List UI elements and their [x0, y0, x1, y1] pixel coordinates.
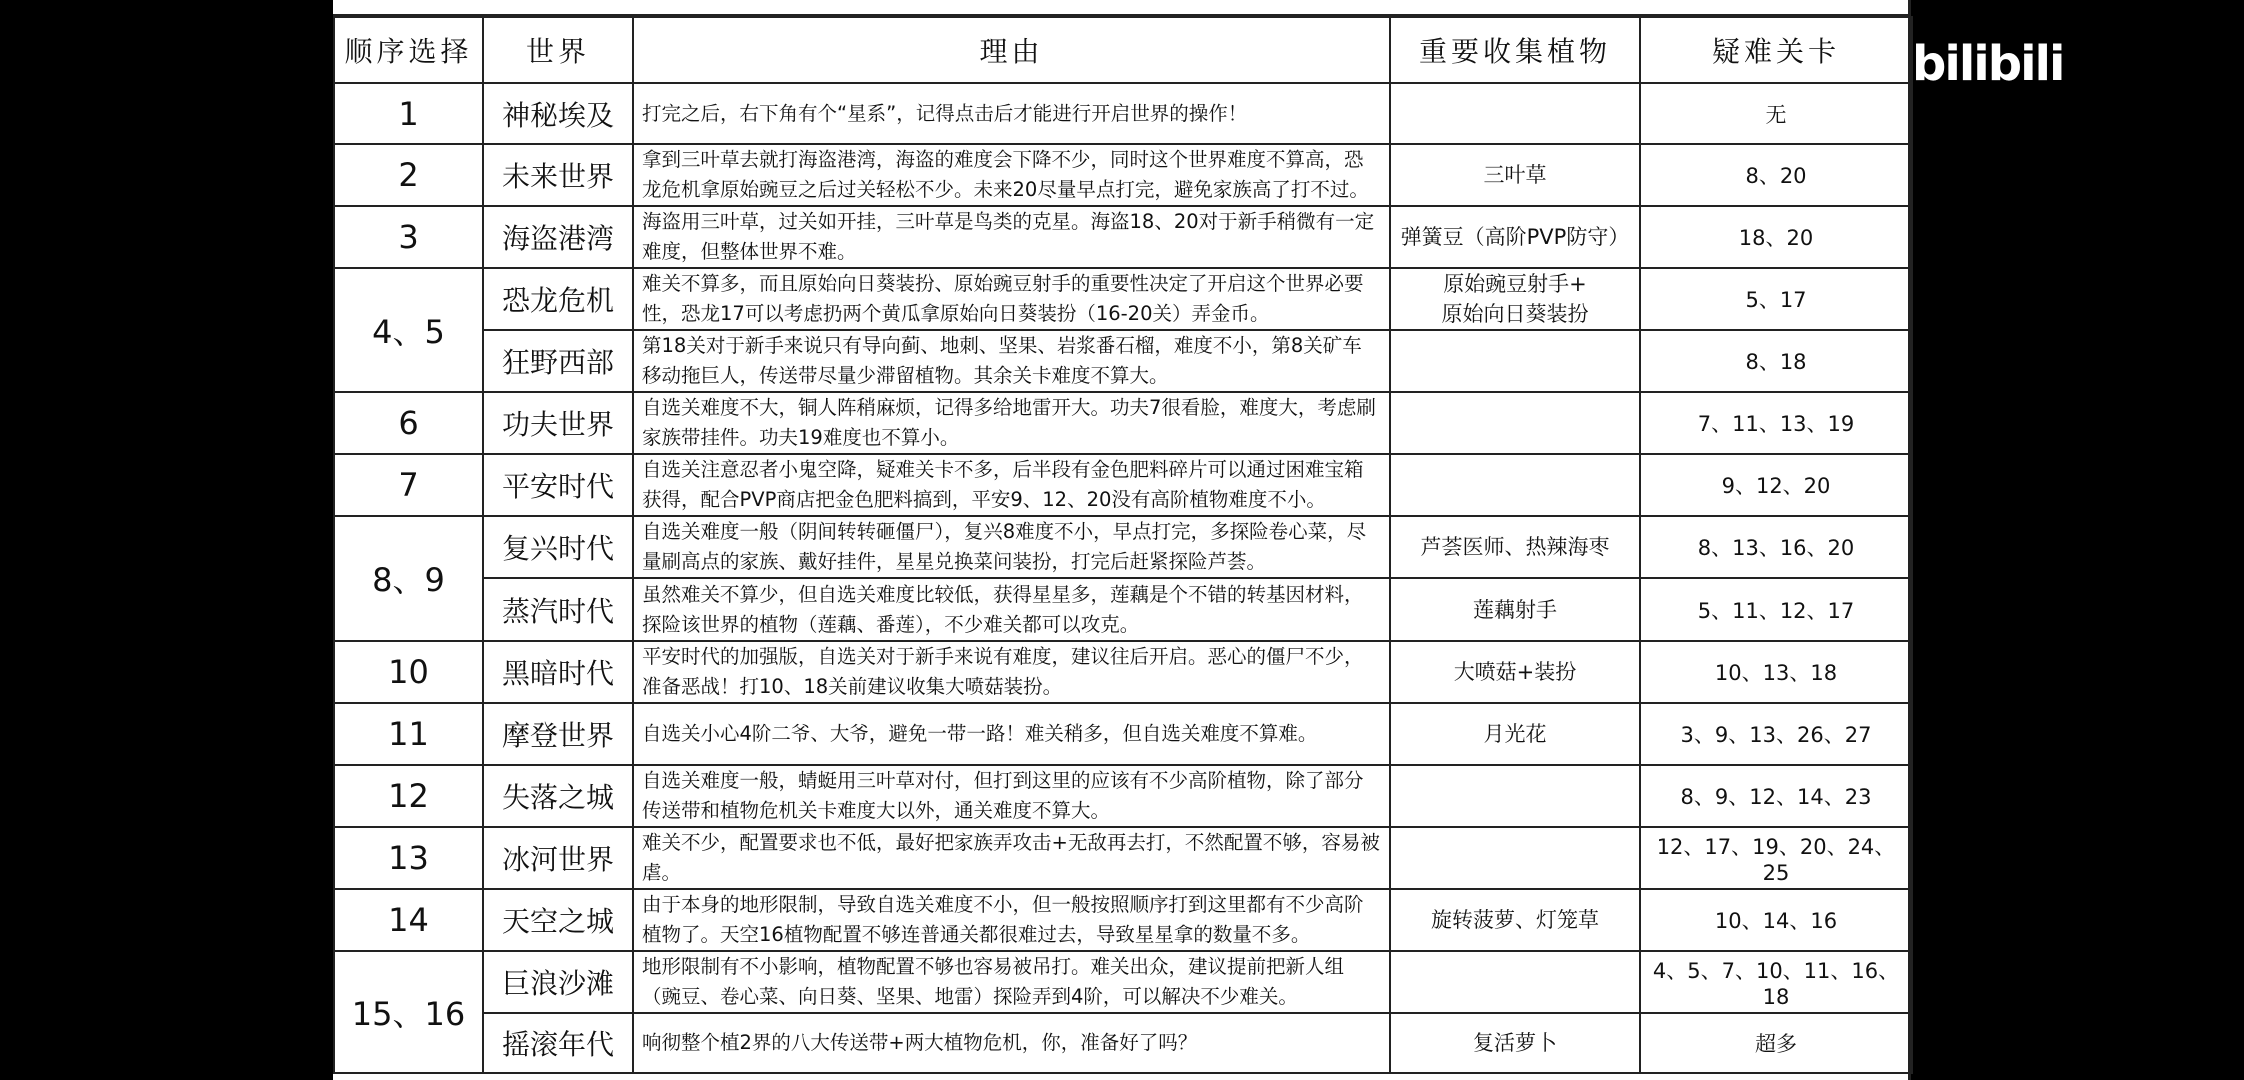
levels-cell: 10、14、16 — [1640, 889, 1912, 951]
header-world: 世界 — [483, 17, 633, 83]
world-cell: 平安时代 — [483, 454, 633, 516]
order-cell: 6 — [334, 392, 483, 454]
reason-cell: 自选关难度一般，蜻蜓用三叶草对付，但打到这里的应该有不少高阶植物，除了部分传送带和植物危机关卡难度大以外，通关难度不算大。 — [633, 765, 1390, 827]
plant-name: 月光花 — [1483, 721, 1547, 746]
plants-cell — [1390, 951, 1640, 1013]
table-row — [334, 206, 1912, 268]
world-cell: 未来世界 — [483, 144, 633, 206]
plants-cell — [1390, 889, 1640, 951]
table-body — [334, 83, 1912, 1073]
world-cell: 摩登世界 — [483, 703, 633, 765]
header-order: 顺序选择 — [334, 17, 483, 83]
plant-name: 芦荟医师、热辣海枣 — [1420, 535, 1610, 560]
order-cell: 4、5 — [334, 268, 483, 392]
plants-cell — [1390, 206, 1640, 268]
plant-name: 原始豌豆射手+ — [1443, 272, 1587, 297]
plants-cell — [1390, 392, 1640, 454]
reason-cell: 由于本身的地形限制，导致自选关难度不小，但一般按照顺序打到这里都有不少高阶植物了。天空16植物配置不够连普通关都很难过去，导致星星拿的数量不多。 — [633, 889, 1390, 951]
reason-cell: 虽然难关不算少，但自选关难度比较低，获得星星多，莲藕是个不错的转基因材料，探险该世界的植物（莲藕、番莲），不少难关都可以攻克。 — [633, 578, 1390, 640]
reason-cell: 打完之后，右下角有个“星系”，记得点击后才能进行开启世界的操作！ — [633, 83, 1390, 144]
plants-cell — [1390, 268, 1640, 330]
reason-cell: 海盗用三叶草，过关如开挂，三叶草是鸟类的克星。海盗18、20对于新手稍微有一定难度，但整体世界不难。 — [633, 206, 1390, 268]
levels-cell: 5、17 — [1640, 268, 1912, 330]
order-cell: 13 — [334, 827, 483, 889]
plants-cell — [1390, 765, 1640, 827]
header-plants: 重要收集植物 — [1390, 17, 1640, 83]
levels-cell: 无 — [1640, 83, 1912, 144]
right-border — [1908, 0, 1911, 1080]
plants-cell — [1390, 703, 1640, 765]
table-row — [334, 144, 1912, 206]
bilibili-logo — [1912, 34, 2063, 94]
world-order-table — [333, 16, 1913, 1074]
world-cell: 黑暗时代 — [483, 641, 633, 703]
world-cell: 海盗港湾 — [483, 206, 633, 268]
table-row — [334, 827, 1912, 889]
levels-cell: 4、5、7、10、11、16、18 — [1640, 951, 1912, 1013]
plants-cell — [1390, 827, 1640, 889]
reason-cell: 响彻整个植2界的八大传送带+两大植物危机，你，准备好了吗？ — [633, 1013, 1390, 1073]
plants-cell — [1390, 330, 1640, 392]
table-row — [334, 1013, 1912, 1073]
header-reason: 理由 — [633, 17, 1390, 83]
levels-cell: 12、17、19、20、24、25 — [1640, 827, 1912, 889]
levels-cell: 3、9、13、26、27 — [1640, 703, 1912, 765]
world-cell: 功夫世界 — [483, 392, 633, 454]
plant-name: 大喷菇+装扮 — [1453, 659, 1577, 684]
order-cell: 12 — [334, 765, 483, 827]
plants-cell — [1390, 641, 1640, 703]
levels-cell: 9、12、20 — [1640, 454, 1912, 516]
plants-cell — [1390, 454, 1640, 516]
levels-cell: 8、18 — [1640, 330, 1912, 392]
table-row — [334, 392, 1912, 454]
levels-cell: 8、9、12、14、23 — [1640, 765, 1912, 827]
table-row — [334, 83, 1912, 144]
world-cell: 摇滚年代 — [483, 1013, 633, 1073]
plants-cell — [1390, 578, 1640, 640]
table-sheet — [333, 0, 1911, 1080]
reason-cell: 第18关对于新手来说只有导向蓟、地刺、坚果、岩浆番石榴，难度不小，第8关矿车移动拖巨人，传送带尽量少滞留植物。其余关卡难度不算大。 — [633, 330, 1390, 392]
reason-cell: 自选关小心4阶二爷、大爷，避免一带一路！难关稍多，但自选关难度不算难。 — [633, 703, 1390, 765]
world-cell: 巨浪沙滩 — [483, 951, 633, 1013]
levels-cell: 超多 — [1640, 1013, 1912, 1073]
reason-cell: 自选关难度不大，铜人阵稍麻烦，记得多给地雷开大。功夫7很看脸，难度大，考虑刷家族带挂件。功夫19难度也不算小。 — [633, 392, 1390, 454]
order-cell: 11 — [334, 703, 483, 765]
table-row — [334, 951, 1912, 1013]
order-cell: 3 — [334, 206, 483, 268]
plant-name: 莲藕射手 — [1473, 597, 1557, 622]
header-row — [334, 17, 1912, 83]
plant-name: 弹簧豆（高阶PVP防守） — [1400, 225, 1630, 250]
header-levels: 疑难关卡 — [1640, 17, 1912, 83]
plant-name: 复活萝卜 — [1473, 1030, 1557, 1055]
table-row — [334, 516, 1912, 578]
order-cell: 2 — [334, 144, 483, 206]
table-row — [334, 454, 1912, 516]
reason-cell: 拿到三叶草去就打海盗港湾，海盗的难度会下降不少，同时这个世界难度不算高，恐龙危机拿原始豌豆之后过关轻松不少。未来20尽量早点打完，避免家族高了打不过。 — [633, 144, 1390, 206]
world-cell: 冰河世界 — [483, 827, 633, 889]
levels-cell: 5、11、12、17 — [1640, 578, 1912, 640]
world-cell: 狂野西部 — [483, 330, 633, 392]
table-row — [334, 330, 1912, 392]
levels-cell: 8、20 — [1640, 144, 1912, 206]
reason-cell: 自选关注意忍者小鬼空降，疑难关卡不多，后半段有金色肥料碎片可以通过困难宝箱获得，配合PVP商店把金色肥料搞到，平安9、12、20没有高阶植物难度不小。 — [633, 454, 1390, 516]
levels-cell: 18、20 — [1640, 206, 1912, 268]
order-cell: 8、9 — [334, 516, 483, 640]
plants-cell — [1390, 1013, 1640, 1073]
plants-cell — [1390, 144, 1640, 206]
plant-name: 旋转菠萝、灯笼草 — [1431, 907, 1599, 932]
order-cell: 1 — [334, 83, 483, 144]
world-cell: 恐龙危机 — [483, 268, 633, 330]
table-row — [334, 578, 1912, 640]
plant-name: 三叶草 — [1483, 163, 1547, 188]
reason-cell: 难关不算多，而且原始向日葵装扮、原始豌豆射手的重要性决定了开启这个世界必要性，恐龙17可以考虑扔两个黄瓜拿原始向日葵装扮（16-20关）弄金币。 — [633, 268, 1390, 330]
table-row — [334, 641, 1912, 703]
plant-name: 原始向日葵装扮 — [1441, 302, 1589, 327]
reason-cell: 平安时代的加强版，自选关对于新手来说有难度，建议往后开启。恶心的僵尸不少，准备恶战！打10、18关前建议收集大喷菇装扮。 — [633, 641, 1390, 703]
world-cell: 蒸汽时代 — [483, 578, 633, 640]
order-cell: 15、16 — [334, 951, 483, 1073]
plants-cell — [1390, 83, 1640, 144]
levels-cell: 8、13、16、20 — [1640, 516, 1912, 578]
table-row — [334, 889, 1912, 951]
order-cell: 7 — [334, 454, 483, 516]
world-cell: 天空之城 — [483, 889, 633, 951]
table-row — [334, 703, 1912, 765]
world-cell: 神秘埃及 — [483, 83, 633, 144]
levels-cell: 10、13、18 — [1640, 641, 1912, 703]
order-cell: 10 — [334, 641, 483, 703]
reason-cell: 地形限制有不小影响，植物配置不够也容易被吊打。难关出众，建议提前把新人组（豌豆、卷心菜、向日葵、坚果、地雷）探险弄到4阶，可以解决不少难关。 — [633, 951, 1390, 1013]
reason-cell: 自选关难度一般（阴间转转砸僵尸），复兴8难度不小，早点打完，多探险卷心菜，尽量刷高点的家族、戴好挂件，星星兑换菜问装扮，打完后赶紧探险芦荟。 — [633, 516, 1390, 578]
world-cell: 复兴时代 — [483, 516, 633, 578]
table-row — [334, 268, 1912, 330]
levels-cell: 7、11、13、19 — [1640, 392, 1912, 454]
order-cell: 14 — [334, 889, 483, 951]
bilibili-logo-text: bilibili — [1912, 36, 2064, 92]
plants-cell — [1390, 516, 1640, 578]
reason-cell: 难关不少，配置要求也不低，最好把家族弄攻击+无敌再去打，不然配置不够，容易被虐。 — [633, 827, 1390, 889]
table-row — [334, 765, 1912, 827]
world-cell: 失落之城 — [483, 765, 633, 827]
